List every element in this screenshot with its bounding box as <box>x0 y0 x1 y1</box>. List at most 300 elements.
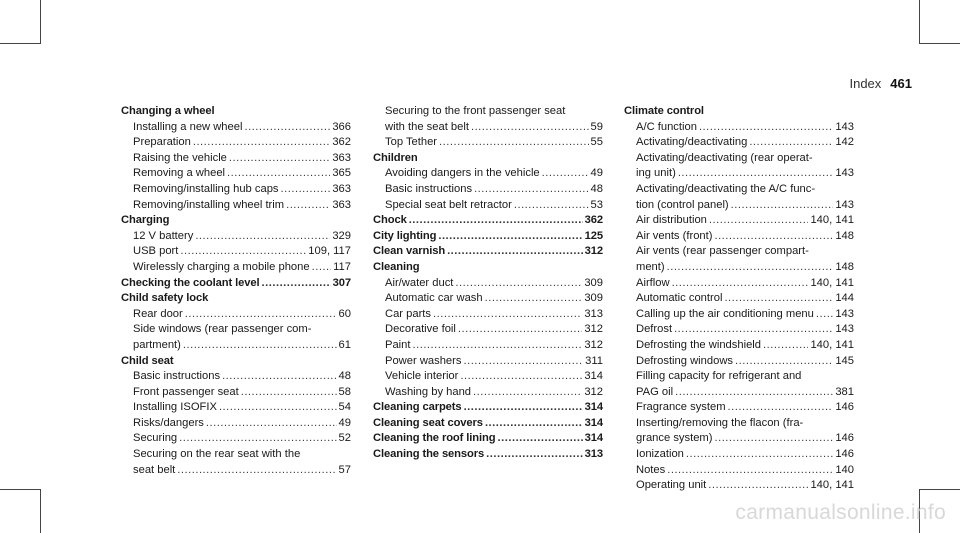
index-subentry[interactable] <box>121 198 351 214</box>
subentry <box>133 182 351 198</box>
index-subentry[interactable] <box>624 338 854 354</box>
subentry-line: Securing to the front passenger seat <box>385 105 566 117</box>
subentry-pages: 140, 141 <box>810 214 854 227</box>
index-subentry[interactable] <box>373 166 603 182</box>
index-heading[interactable] <box>373 229 603 245</box>
index-entry <box>121 213 351 275</box>
index-subentry[interactable] <box>624 120 854 136</box>
index-entry <box>373 431 603 447</box>
subentry-text: Car parts <box>385 307 432 320</box>
subentry-pages: 142 <box>835 136 854 149</box>
subentry-text: Defrosting windows <box>636 354 734 367</box>
index-subentry[interactable] <box>373 369 603 385</box>
subentry-text: tion (control panel) <box>636 198 729 211</box>
subentry <box>385 369 603 385</box>
subentry-pages: 146 <box>835 432 854 445</box>
leader-dots <box>409 213 583 229</box>
subentry <box>385 322 603 338</box>
subentry-pages: 365 <box>332 167 351 180</box>
subentry-text: Defrosting the windshield <box>636 338 761 351</box>
subentry <box>385 276 603 292</box>
subentry-text: Automatic control <box>636 292 723 305</box>
index-subentry[interactable] <box>121 151 351 167</box>
subentry-pages: 314 <box>584 370 603 383</box>
leader-dots <box>177 463 336 479</box>
subentry-pages: 143 <box>835 323 854 336</box>
subentry <box>636 385 854 401</box>
subentry-pages: 49 <box>338 416 351 429</box>
index-subentry[interactable] <box>373 104 603 135</box>
leader-dots <box>474 182 588 198</box>
index-heading: Charging <box>121 214 170 227</box>
subentry-text: Airflow <box>636 276 670 289</box>
subentry-pages: 148 <box>835 260 854 273</box>
index-subentry[interactable] <box>121 447 351 478</box>
subentry-text: Securing <box>133 432 178 445</box>
subentry-pages: 329 <box>332 229 351 242</box>
subentry-pages: 53 <box>590 198 603 211</box>
leader-dots <box>458 322 582 338</box>
index-heading-pages: 307 <box>332 276 351 289</box>
leader-dots <box>714 229 833 245</box>
index-subentry[interactable] <box>121 244 351 260</box>
leader-dots <box>763 338 808 354</box>
index-subentry[interactable] <box>121 322 351 353</box>
index-heading-pages: 313 <box>584 448 603 461</box>
leader-dots <box>193 135 330 151</box>
subentry-text: Basic instructions <box>385 182 473 195</box>
subentry-line: Side windows (rear passenger com- <box>133 323 312 336</box>
subentry-pages: 143 <box>835 120 854 133</box>
index-heading[interactable] <box>373 416 603 432</box>
leader-dots <box>286 198 330 214</box>
leader-dots <box>816 307 833 323</box>
subentry-text: Vehicle interior <box>385 370 459 383</box>
leader-dots <box>229 151 330 167</box>
subentry-pages: 311 <box>585 354 603 367</box>
subentry <box>385 291 603 307</box>
subentry-text: Basic instructions <box>133 370 221 383</box>
index-heading-pages: 314 <box>584 432 603 445</box>
subentry <box>133 229 351 245</box>
subentry-pages: 117 <box>333 260 351 273</box>
index-heading[interactable] <box>373 213 603 229</box>
index-subentry[interactable] <box>624 135 854 151</box>
subentry <box>636 307 854 323</box>
index-heading[interactable] <box>373 244 603 260</box>
subentry <box>133 198 351 214</box>
subentry-text: 12 V battery <box>133 229 194 242</box>
leader-dots <box>485 291 583 307</box>
leader-dots <box>281 182 331 198</box>
index-subentry[interactable] <box>624 369 854 400</box>
index-subentry[interactable] <box>624 416 854 447</box>
index-heading-text: Cleaning the roof lining <box>373 432 496 445</box>
subentry <box>133 338 351 354</box>
subentry <box>636 322 854 338</box>
index-heading[interactable] <box>121 276 351 292</box>
leader-dots <box>312 260 332 276</box>
index-subentry[interactable] <box>624 244 854 275</box>
subentry-line: Filling capacity for refrigerant and <box>636 370 802 383</box>
subentry <box>636 291 854 307</box>
subentry-pages: 143 <box>835 198 854 211</box>
index-subentry[interactable] <box>373 276 603 292</box>
leader-dots <box>244 120 330 136</box>
leader-dots <box>724 291 833 307</box>
index-column-1 <box>121 104 351 478</box>
leader-dots <box>219 400 337 416</box>
leader-dots <box>542 166 589 182</box>
subentry <box>385 166 603 182</box>
subentry <box>636 213 854 229</box>
leader-dots <box>206 416 337 432</box>
subentry-text: Installing ISOFIX <box>133 401 217 414</box>
subentry-pages: 363 <box>332 198 351 211</box>
leader-dots <box>241 385 337 401</box>
leader-dots <box>485 416 583 432</box>
index-heading: Changing a wheel <box>121 105 215 117</box>
leader-dots <box>464 400 583 416</box>
subentry-pages: 143 <box>835 307 854 320</box>
subentry-text: Decorative foil <box>385 323 456 336</box>
index-heading: Climate control <box>624 105 704 117</box>
index-subentry[interactable] <box>624 400 854 416</box>
subentry <box>385 198 603 214</box>
leader-dots <box>463 354 583 370</box>
leader-dots <box>699 120 833 136</box>
leader-dots <box>262 276 331 292</box>
leader-dots <box>678 166 834 182</box>
subentry-text: seat belt <box>133 463 176 476</box>
leader-dots <box>447 244 583 260</box>
subentry-text: Fragrance system <box>636 401 726 414</box>
subentry-pages: 146 <box>835 448 854 461</box>
subentry-pages: 146 <box>835 401 854 414</box>
subentry-text: Power washers <box>385 354 462 367</box>
leader-dots <box>471 120 589 136</box>
leader-dots <box>731 198 834 214</box>
leader-dots <box>438 229 582 245</box>
subentry-pages: 366 <box>332 120 351 133</box>
index-heading-text: Cleaning seat covers <box>373 416 483 429</box>
index-heading: Child seat <box>121 354 174 367</box>
leader-dots <box>486 447 582 463</box>
subentry-text: Washing by hand <box>385 385 472 398</box>
subentry-pages: 312 <box>584 385 603 398</box>
index-subentry[interactable] <box>373 307 603 323</box>
index-subentry[interactable] <box>624 307 854 323</box>
subentry <box>385 182 603 198</box>
index-subentry[interactable] <box>624 182 854 213</box>
subentry-pages: 49 <box>590 167 603 180</box>
leader-dots <box>674 322 833 338</box>
index-entry <box>373 260 603 400</box>
leader-dots <box>185 307 337 323</box>
index-column-3 <box>624 104 854 494</box>
index-heading-text: Cleaning the sensors <box>373 448 485 461</box>
subentry-text: Installing a new wheel <box>133 120 243 133</box>
subentry <box>133 244 351 260</box>
subentry <box>636 260 854 276</box>
index-subentry[interactable] <box>624 229 854 245</box>
subentry-pages: 144 <box>835 292 854 305</box>
index-subentry[interactable] <box>624 322 854 338</box>
subentry-pages: 48 <box>590 182 603 195</box>
subentry-pages: 363 <box>332 151 351 164</box>
index-subentry[interactable] <box>121 307 351 323</box>
subentry-text: USB port <box>133 245 179 258</box>
subentry-text: Removing/installing wheel trim <box>133 198 285 211</box>
index-heading-pages: 314 <box>584 401 603 414</box>
header-label: Index <box>849 76 882 91</box>
subentry <box>133 369 351 385</box>
subentry-pages: 140, 141 <box>810 276 854 289</box>
subentry-text: Wirelessly charging a mobile phone <box>133 260 310 273</box>
index-subentry[interactable] <box>121 229 351 245</box>
index-heading-pages: 125 <box>584 229 603 242</box>
crop-mark <box>0 489 40 490</box>
subentry-text: Risks/dangers <box>133 416 204 429</box>
subentry-text: Air vents (front) <box>636 229 713 242</box>
index-heading: Cleaning <box>373 260 420 273</box>
subentry <box>636 120 854 136</box>
leader-dots <box>195 229 330 245</box>
index-subentry[interactable] <box>624 151 854 182</box>
index-heading-text: Checking the coolant level <box>121 276 260 289</box>
subentry <box>385 135 603 151</box>
subentry-pages: 309 <box>584 276 603 289</box>
index-entry <box>373 244 603 260</box>
subentry <box>636 229 854 245</box>
subentry-pages: 48 <box>338 370 351 383</box>
subentry <box>133 120 351 136</box>
subentry <box>385 307 603 323</box>
subentry-pages: 309 <box>584 292 603 305</box>
index-subentry[interactable] <box>373 135 603 151</box>
leader-dots <box>709 213 809 229</box>
index-subentry[interactable] <box>373 182 603 198</box>
index-heading-text: Chock <box>373 214 407 227</box>
subentry-pages: 140, 141 <box>810 338 854 351</box>
subentry-text: partment) <box>133 338 181 351</box>
subentry <box>385 385 603 401</box>
subentry-text: ment) <box>636 260 665 273</box>
subentry <box>133 151 351 167</box>
index-subentry[interactable] <box>121 431 351 447</box>
index-subentry[interactable] <box>121 166 351 182</box>
subentry-pages: 109, 117 <box>308 245 351 258</box>
leader-dots <box>439 135 589 151</box>
subentry <box>133 166 351 182</box>
index-entry <box>121 354 351 479</box>
index-subentry[interactable] <box>373 354 603 370</box>
leader-dots <box>183 338 337 354</box>
index-heading-pages: 312 <box>584 245 603 258</box>
leader-dots <box>473 385 582 401</box>
subentry <box>636 354 854 370</box>
leader-dots <box>708 478 808 494</box>
subentry-pages: 362 <box>332 136 351 149</box>
subentry-line: Inserting/removing the flacon (fra- <box>636 416 804 429</box>
subentry-pages: 60 <box>338 307 351 320</box>
index-subentry[interactable] <box>624 276 854 292</box>
subentry-text: Defrost <box>636 323 673 336</box>
leader-dots <box>455 276 582 292</box>
subentry <box>133 135 351 151</box>
subentry-text: Top Tether <box>385 136 438 149</box>
index-subentry[interactable] <box>121 135 351 151</box>
index-heading[interactable] <box>373 400 603 416</box>
page-number: 461 <box>890 76 912 91</box>
subentry <box>133 385 351 401</box>
subentry-text: Special seat belt retractor <box>385 198 512 211</box>
subentry <box>636 276 854 292</box>
index-subentry[interactable] <box>624 463 854 479</box>
subentry-text: Operating unit <box>636 479 707 492</box>
index-subentry[interactable] <box>624 354 854 370</box>
subentry-text: A/C function <box>636 120 697 133</box>
subentry <box>385 354 603 370</box>
subentry <box>636 338 854 354</box>
subentry-pages: 363 <box>332 182 351 195</box>
subentry-text: Air/water duct <box>385 276 454 289</box>
index-subentry[interactable] <box>121 369 351 385</box>
leader-dots <box>749 135 833 151</box>
index-entry <box>373 104 603 151</box>
index-heading[interactable] <box>373 431 603 447</box>
index-heading-pages: 314 <box>584 416 603 429</box>
leader-dots <box>498 431 583 447</box>
subentry-line: Securing on the rear seat with the <box>133 448 301 461</box>
subentry-text: Avoiding dangers in the vehicle <box>385 167 540 180</box>
subentry-pages: 54 <box>338 401 351 414</box>
subentry-text: Calling up the air conditioning menu <box>636 307 814 320</box>
index-entry <box>121 104 351 213</box>
index-heading-text: Cleaning carpets <box>373 401 462 414</box>
subentry <box>385 120 603 136</box>
leader-dots <box>686 447 833 463</box>
index-subentry[interactable] <box>121 400 351 416</box>
leader-dots <box>413 338 583 354</box>
leader-dots <box>227 166 330 182</box>
index-subentry[interactable] <box>373 338 603 354</box>
index-heading[interactable] <box>373 447 603 463</box>
subentry-text: Ionization <box>636 448 684 461</box>
index-subentry[interactable] <box>624 213 854 229</box>
subentry-pages: 58 <box>338 385 351 398</box>
leader-dots <box>667 260 834 276</box>
subentry-text: Activating/deactivating <box>636 136 748 149</box>
index-heading-pages: 362 <box>584 214 603 227</box>
index-subentry[interactable] <box>373 198 603 214</box>
crop-mark <box>0 43 40 44</box>
index-subentry[interactable] <box>121 385 351 401</box>
leader-dots <box>667 463 833 479</box>
index-entry <box>121 291 351 353</box>
index-subentry[interactable] <box>121 182 351 198</box>
index-subentry[interactable] <box>373 291 603 307</box>
index-subentry[interactable] <box>373 322 603 338</box>
index-entry <box>121 276 351 292</box>
index-subentry[interactable] <box>624 447 854 463</box>
index-subentry[interactable] <box>121 416 351 432</box>
subentry-line: Activating/deactivating the A/C func- <box>636 182 816 195</box>
crop-mark <box>40 489 41 533</box>
subentry-pages: 52 <box>338 432 351 445</box>
leader-dots <box>180 244 306 260</box>
leader-dots <box>222 369 336 385</box>
index-heading: Children <box>373 151 418 164</box>
index-subentry[interactable] <box>121 120 351 136</box>
subentry-pages: 143 <box>835 167 854 180</box>
subentry <box>636 198 854 214</box>
index-subentry[interactable] <box>373 385 603 401</box>
subentry-pages: 55 <box>590 136 603 149</box>
subentry <box>636 463 854 479</box>
page-header <box>849 76 912 91</box>
leader-dots <box>714 431 833 447</box>
index-subentry[interactable] <box>624 291 854 307</box>
subentry-text: Air distribution <box>636 214 707 227</box>
index-subentry[interactable] <box>121 260 351 276</box>
leader-dots <box>179 431 336 447</box>
subentry-text: Preparation <box>133 136 191 149</box>
subentry <box>133 307 351 323</box>
leader-dots <box>514 198 589 214</box>
leader-dots <box>675 385 833 401</box>
subentry-pages: 59 <box>590 120 603 133</box>
subentry <box>636 478 854 494</box>
subentry <box>133 400 351 416</box>
crop-mark <box>40 0 41 44</box>
index-entry <box>373 213 603 229</box>
subentry-pages: 140, 141 <box>810 479 854 492</box>
subentry-text: Removing/installing hub caps <box>133 182 279 195</box>
subentry <box>133 260 351 276</box>
subentry <box>636 447 854 463</box>
subentry-text: grance system) <box>636 432 713 445</box>
index-subentry[interactable] <box>624 478 854 494</box>
subentry-pages: 61 <box>338 338 351 351</box>
subentry-text: ing unit) <box>636 167 676 180</box>
subentry-text: Notes <box>636 463 666 476</box>
leader-dots <box>433 307 582 323</box>
subentry-pages: 313 <box>584 307 603 320</box>
subentry-text: Automatic car wash <box>385 292 483 305</box>
subentry-text: Paint <box>385 338 411 351</box>
subentry <box>636 135 854 151</box>
leader-dots <box>735 354 833 370</box>
subentry <box>133 416 351 432</box>
subentry-text: Front passenger seat <box>133 385 239 398</box>
subentry-line: Activating/deactivating (rear operat- <box>636 151 813 164</box>
index-entry <box>624 104 854 494</box>
subentry-pages: 312 <box>584 338 603 351</box>
subentry-text: Rear door <box>133 307 183 320</box>
index-entry <box>373 151 603 213</box>
index-entry <box>373 416 603 432</box>
subentry-pages: 148 <box>835 229 854 242</box>
leader-dots <box>672 276 809 292</box>
subentry <box>636 166 854 182</box>
subentry <box>133 463 351 479</box>
leader-dots <box>728 400 834 416</box>
index-column-2 <box>373 104 603 463</box>
subentry <box>636 431 854 447</box>
subentry-text: PAG oil <box>636 385 674 398</box>
index-entry <box>373 447 603 463</box>
